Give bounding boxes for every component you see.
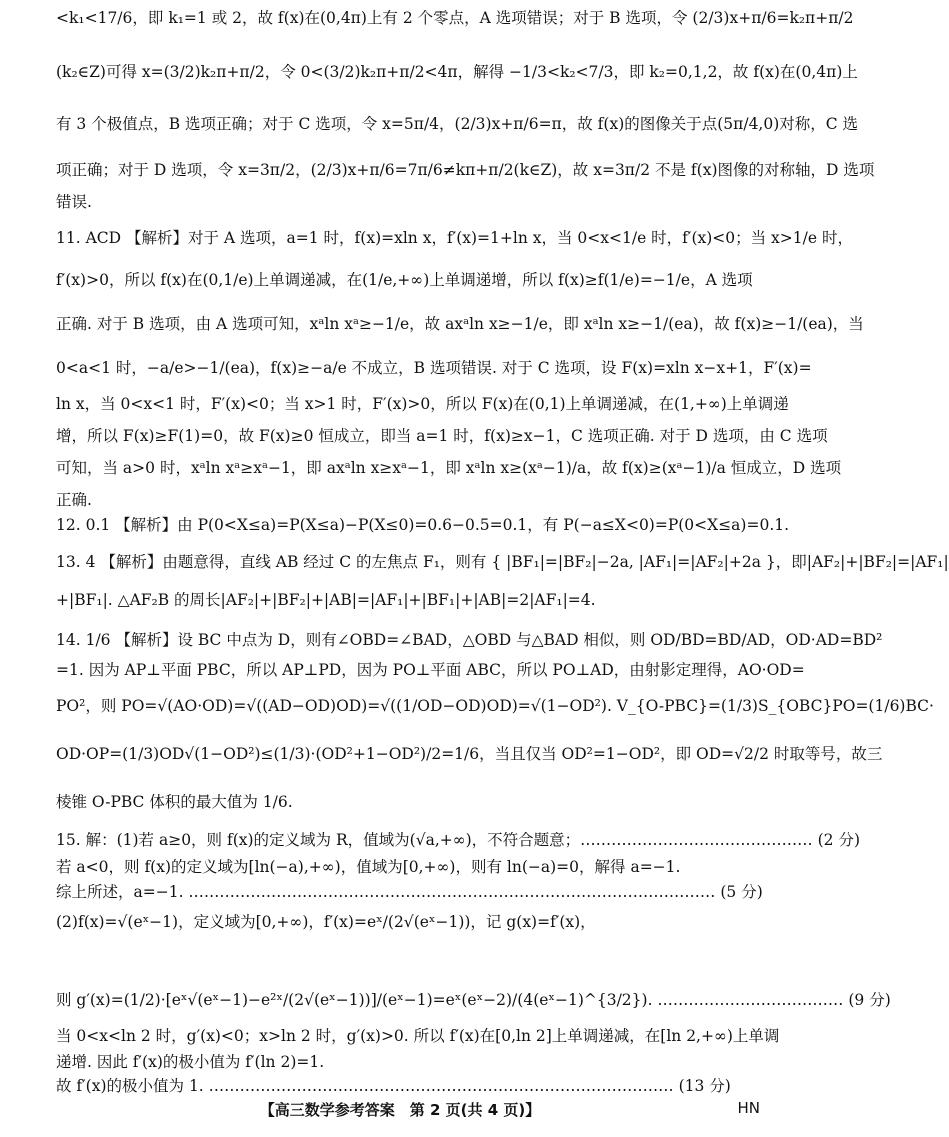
text-line: <k₁<17/6，即 k₁=1 或 2，故 f(x)在(0,4π)上有 2 个零点，A 选项错误；对于 B 选项，令 (2/3)x+π/6=k₂π+π/2	[56, 9, 854, 27]
text-line: 正确. 对于 B 选项，由 A 选项可知，xᵃln xᵃ≥−1/e，故 axᵃln x≥−1/e，即 xᵃln x≥−1/(ea)，故 f(x)≥−1/(ea)，当	[56, 315, 864, 333]
text-line: ln x，当 0<x<1 时，F′(x)<0；当 x>1 时，F′(x)>0，所以 F(x)在(0,1)上单调递减，在(1,+∞)上单调递	[56, 395, 789, 413]
text-line: 正确.	[56, 491, 92, 509]
text-line: 递增. 因此 f′(x)的极小值为 f′(ln 2)=1.	[56, 1053, 325, 1071]
text-line: 可知，当 a>0 时，xᵃln xᵃ≥xᵃ−1，即 axᵃln x≥xᵃ−1，即 xᵃln x≥(xᵃ−1)/a，故 f(x)≥(xᵃ−1)/a 恒成立，D 选项	[56, 459, 842, 477]
text-line: 棱锥 O-PBC 体积的最大值为 1/6.	[56, 793, 293, 811]
text-line: 有 3 个极值点，B 选项正确；对于 C 选项，令 x=5π/4，(2/3)x+π/6=π，故 f(x)的图像关于点(5π/4,0)对称，C 选	[56, 115, 859, 133]
text-line: 12. 0.1 【解析】由 P(0<X≤a)=P(X≤a)−P(X≤0)=0.6−0.5=0.1，有 P(−a≤X<0)=P(0<X≤a)=0.1.	[56, 516, 790, 534]
text-line: 14. 1/6 【解析】设 BC 中点为 D，则有∠OBD=∠BAD，△OBD 与△BAD 相似，则 OD/BD=BD/AD，OD·AD=BD²	[56, 631, 883, 649]
text-line: 故 f′(x)的极小值为 1. ……………………………………………………………………………… (13 分)	[56, 1077, 731, 1095]
text-line: 则 g′(x)=(1/2)·[eˣ√(eˣ−1)−e²ˣ/(2√(eˣ−1))]/(eˣ−1)=eˣ(eˣ−2)/(4(eˣ−1)^{3/2}). ……………………………… (9 分)	[56, 991, 891, 1009]
text-line: 15. 解：(1)若 a≥0，则 f(x)的定义域为 R，值域为(√a,+∞)，不符合题意；……………………………………… (2 分)	[56, 831, 860, 849]
text-line: =1. 因为 AP⊥平面 PBC，所以 AP⊥PD，因为 PO⊥平面 ABC，所以 PO⊥AD，由射影定理得，AO·OD=	[56, 661, 805, 679]
text-line: OD·OP=(1/3)OD√(1−OD²)≤(1/3)·(OD²+1−OD²)/2=1/6，当且仅当 OD²=1−OD²，即 OD=√2/2 时取等号，故三	[56, 745, 883, 763]
footer-region-code: HN	[737, 1099, 760, 1117]
text-line: (k₂∈Z)可得 x=(3/2)k₂π+π/2，令 0<(3/2)k₂π+π/2<4π，解得 −1/3<k₂<7/3，即 k₂=0,1,2，故 f(x)在(0,4π)上	[56, 63, 858, 81]
text-line: +|BF₁|. △AF₂B 的周长|AF₂|+|BF₂|+|AB|=|AF₁|+|BF₁|+|AB|=2|AF₁|=4.	[56, 591, 596, 609]
text-line: 项正确；对于 D 选项，令 x=3π/2，(2/3)x+π/6=7π/6≠kπ+π/2(k∈Z)，故 x=3π/2 不是 f(x)图像的对称轴，D 选项	[56, 161, 875, 179]
text-line: 综上所述，a=−1. ………………………………………………………………………………………… (5 分)	[56, 883, 763, 901]
footer-title: 【高三数学参考答案 第 2 页(共 4 页)】	[259, 1101, 541, 1119]
text-line: 错误.	[56, 193, 92, 211]
text-line: 13. 4 【解析】由题意得，直线 AB 经过 C 的左焦点 F₁，则有 { |BF₁|=|BF₂|−2a, |AF₁|=|AF₂|+2a }，即|AF₂|+|BF₂|=|AF₁|	[56, 553, 949, 571]
text-line: PO²，则 PO=√(AO·OD)=√((AD−OD)OD)=√((1/OD−OD)OD)=√(1−OD²). V_{O-PBC}=(1/3)S_{OBC}PO=(1/6)BC·	[56, 697, 934, 715]
text-line: (2)f(x)=√(eˣ−1)，定义域为[0,+∞)，f′(x)=eˣ/(2√(eˣ−1))，记 g(x)=f′(x)，	[56, 913, 596, 931]
text-line: 若 a<0，则 f(x)的定义域为[ln(−a),+∞)，值域为[0,+∞)，则有 ln(−a)=0，解得 a=−1.	[56, 858, 681, 876]
text-line: 当 0<x<ln 2 时，g′(x)<0；x>ln 2 时，g′(x)>0. 所以 f′(x)在[0,ln 2]上单调递减，在[ln 2,+∞)上单调	[56, 1027, 780, 1045]
text-line: 11. ACD 【解析】对于 A 选项，a=1 时，f(x)=xln x，f′(x)=1+ln x，当 0<x<1/e 时，f′(x)<0；当 x>1/e 时，	[56, 229, 853, 247]
text-line: 0<a<1 时，−a/e>−1/(ea)，f(x)≥−a/e 不成立，B 选项错误. 对于 C 选项，设 F(x)=xln x−x+1，F′(x)=	[56, 359, 812, 377]
text-line: 增，所以 F(x)≥F(1)=0，故 F(x)≥0 恒成立，即当 a=1 时，f(x)≥x−1，C 选项正确. 对于 D 选项，由 C 选项	[56, 427, 828, 445]
text-line: f′(x)>0，所以 f(x)在(0,1/e)上单调递减，在(1/e,+∞)上单调递增，所以 f(x)≥f(1/e)=−1/e，A 选项	[56, 271, 753, 289]
